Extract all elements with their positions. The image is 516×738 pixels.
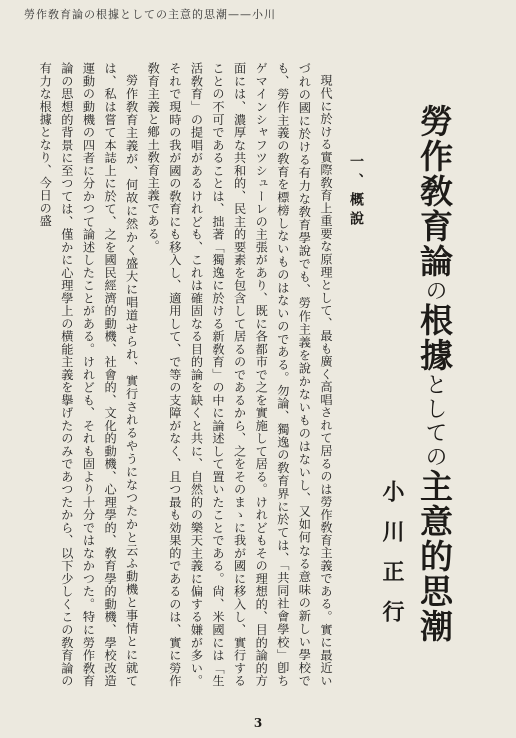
section-heading: 一、概說	[348, 154, 364, 230]
title-part-1: 勞作敎育論	[415, 104, 454, 279]
article-title	[410, 104, 458, 644]
title-part-4: としての	[422, 373, 447, 469]
page-number: 3	[253, 716, 263, 730]
article-body	[38, 62, 336, 687]
running-head: 勞作敎育論の根據としての主意的思潮——小川	[24, 8, 276, 21]
paragraph-2: 勞作敎育主義が、何故に然かく盛大に唱道せられ、實行されるやうになつたかと云ふ動機と事情とに就ては、私は嘗て本誌上に於て、之を國民經濟的動機、社會的、文化的動機、心理學的、敎育學的動機、學校改造運動の動機の四者に分かつて論述したことがある。けれども、それも固より十分ではなかつた。特に勞作敎育論の思想的背景に至つては、僅かに心理學上の横能主義を擧げたのみであつたから、以下少しくこの敎育論の有力な根據となり、今日の盛	[38, 62, 139, 687]
author-name: 小川正行	[379, 480, 405, 640]
paragraph-1: 現代に於ける實際敎育上重要な原理として、最も廣く高唱されて居るのは勞作敎育主義である。實に最近いづれの國に於ける有力な敎育學說でも、勞作主義を說かないものはないし、又如何なる意味の新しい學校でも、勞作主義の敎育を標榜しないものはないのである。勿論、獨逸の敎育界に於ては、「共同社會學校」卽ちゲマインシャフツシューレの主張があり、既に各都市で之を實施して居る。けれどもその理想的、目的論的方面には、濃厚な共和的、民主的要素を包含して居るのであるから、之をそのまゝに我が國に移入し、實行することの不可であることは、拙著「獨逸に於ける新敎育」の中に論述して置いたことである。尙、米國には「生活敎育」の提唱があるけれども、これは確固なる目的論を缺くと共に、自然的の樂天主義に偏する嫌が多い。それで現時の我が國の敎育にも移入し、適用して、で等の支障がなく、且つ最も効果的であるのは、實に勞作敎育主義と鄕土敎育主義である。	[146, 62, 333, 687]
title-part-2: の	[422, 279, 447, 303]
title-part-5: 主意的思潮	[415, 469, 454, 644]
title-part-3: 根據	[415, 303, 454, 373]
